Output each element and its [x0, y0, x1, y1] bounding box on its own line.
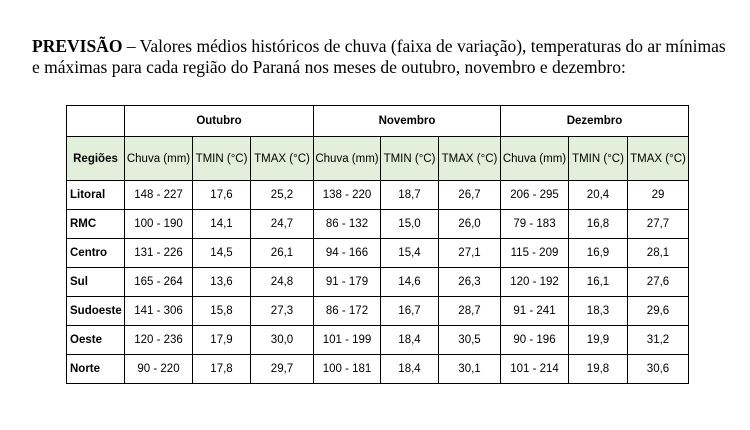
intro-paragraph — [32, 36, 732, 78]
column-header: Chuva (mm) — [501, 137, 569, 181]
table-row — [67, 181, 689, 210]
month-header-outubro: Outubro — [125, 106, 314, 137]
month-header-row — [67, 106, 689, 137]
table-cell: 20,4 — [569, 181, 628, 210]
column-header: TMIN (°C) — [381, 137, 439, 181]
region-cell: Centro — [67, 239, 125, 268]
table-cell: 120 - 236 — [125, 326, 193, 355]
table-cell: 94 - 166 — [314, 239, 381, 268]
table-cell: 30,6 — [628, 355, 689, 384]
region-cell: Norte — [67, 355, 125, 384]
table-cell: 27,1 — [439, 239, 501, 268]
table-cell: 148 - 227 — [125, 181, 193, 210]
month-header-dezembro: Dezembro — [501, 106, 689, 137]
table-cell: 18,4 — [381, 355, 439, 384]
table-cell: 29,7 — [251, 355, 314, 384]
table-cell: 17,9 — [193, 326, 251, 355]
table-cell: 100 - 190 — [125, 210, 193, 239]
column-header: TMIN (°C) — [569, 137, 628, 181]
region-cell: Oeste — [67, 326, 125, 355]
column-header: TMAX (°C) — [628, 137, 689, 181]
table-cell: 15,8 — [193, 297, 251, 326]
table-cell: 165 - 264 — [125, 268, 193, 297]
table-cell: 26,3 — [439, 268, 501, 297]
intro-bold-label: PREVISÃO — [32, 36, 123, 56]
table-cell: 138 - 220 — [314, 181, 381, 210]
table-cell: 86 - 132 — [314, 210, 381, 239]
table-cell: 28,1 — [628, 239, 689, 268]
table-cell: 14,5 — [193, 239, 251, 268]
table-cell: 16,7 — [381, 297, 439, 326]
column-header: Chuva (mm) — [125, 137, 193, 181]
table-row — [67, 268, 689, 297]
month-header-empty — [67, 106, 125, 137]
table-cell: 30,0 — [251, 326, 314, 355]
table-cell: 29 — [628, 181, 689, 210]
table-cell: 18,3 — [569, 297, 628, 326]
table-row — [67, 297, 689, 326]
table-cell: 24,8 — [251, 268, 314, 297]
table-cell: 90 - 220 — [125, 355, 193, 384]
table-cell: 115 - 209 — [501, 239, 569, 268]
region-cell: Litoral — [67, 181, 125, 210]
forecast-table — [66, 105, 689, 384]
table-row — [67, 239, 689, 268]
table-cell: 17,6 — [193, 181, 251, 210]
table-cell: 27,3 — [251, 297, 314, 326]
table-cell: 18,4 — [381, 326, 439, 355]
table-cell: 28,7 — [439, 297, 501, 326]
table-cell: 131 - 226 — [125, 239, 193, 268]
table-cell: 120 - 192 — [501, 268, 569, 297]
column-header: TMIN (°C) — [193, 137, 251, 181]
column-header: TMAX (°C) — [439, 137, 501, 181]
table-row — [67, 355, 689, 384]
table-cell: 18,7 — [381, 181, 439, 210]
table-cell: 15,0 — [381, 210, 439, 239]
table-cell: 24,7 — [251, 210, 314, 239]
region-cell: Sudoeste — [67, 297, 125, 326]
table-cell: 15,4 — [381, 239, 439, 268]
table-cell: 141 - 306 — [125, 297, 193, 326]
table-cell: 79 - 183 — [501, 210, 569, 239]
table-cell: 31,2 — [628, 326, 689, 355]
column-header: TMAX (°C) — [251, 137, 314, 181]
table-cell: 13,6 — [193, 268, 251, 297]
table-cell: 26,0 — [439, 210, 501, 239]
table-cell: 30,5 — [439, 326, 501, 355]
table-cell: 90 - 196 — [501, 326, 569, 355]
month-header-novembro: Novembro — [314, 106, 501, 137]
column-header: Chuva (mm) — [314, 137, 381, 181]
table-row — [67, 326, 689, 355]
table-cell: 206 - 295 — [501, 181, 569, 210]
table-cell: 16,8 — [569, 210, 628, 239]
regions-header: Regiões — [67, 137, 125, 181]
table-cell: 19,9 — [569, 326, 628, 355]
table-cell: 16,1 — [569, 268, 628, 297]
table-cell: 19,8 — [569, 355, 628, 384]
table-cell: 14,6 — [381, 268, 439, 297]
region-cell: Sul — [67, 268, 125, 297]
table-cell: 17,8 — [193, 355, 251, 384]
column-header-row — [67, 137, 689, 181]
table-cell: 27,6 — [628, 268, 689, 297]
table-cell: 26,1 — [251, 239, 314, 268]
table-cell: 16,9 — [569, 239, 628, 268]
table-cell: 27,7 — [628, 210, 689, 239]
region-cell: RMC — [67, 210, 125, 239]
table-cell: 101 - 214 — [501, 355, 569, 384]
table-cell: 101 - 199 — [314, 326, 381, 355]
intro-text: – Valores médios históricos de chuva (faixa de variação), temperaturas do ar mínimas e máximas para cada região do Paraná nos meses de outubro, novembro e dezembro: — [32, 36, 726, 77]
table-row — [67, 210, 689, 239]
table-cell: 86 - 172 — [314, 297, 381, 326]
table-cell: 91 - 241 — [501, 297, 569, 326]
table-cell: 30,1 — [439, 355, 501, 384]
table-cell: 26,7 — [439, 181, 501, 210]
table-cell: 29,6 — [628, 297, 689, 326]
table-cell: 14,1 — [193, 210, 251, 239]
table-cell: 100 - 181 — [314, 355, 381, 384]
table-cell: 25,2 — [251, 181, 314, 210]
table-cell: 91 - 179 — [314, 268, 381, 297]
